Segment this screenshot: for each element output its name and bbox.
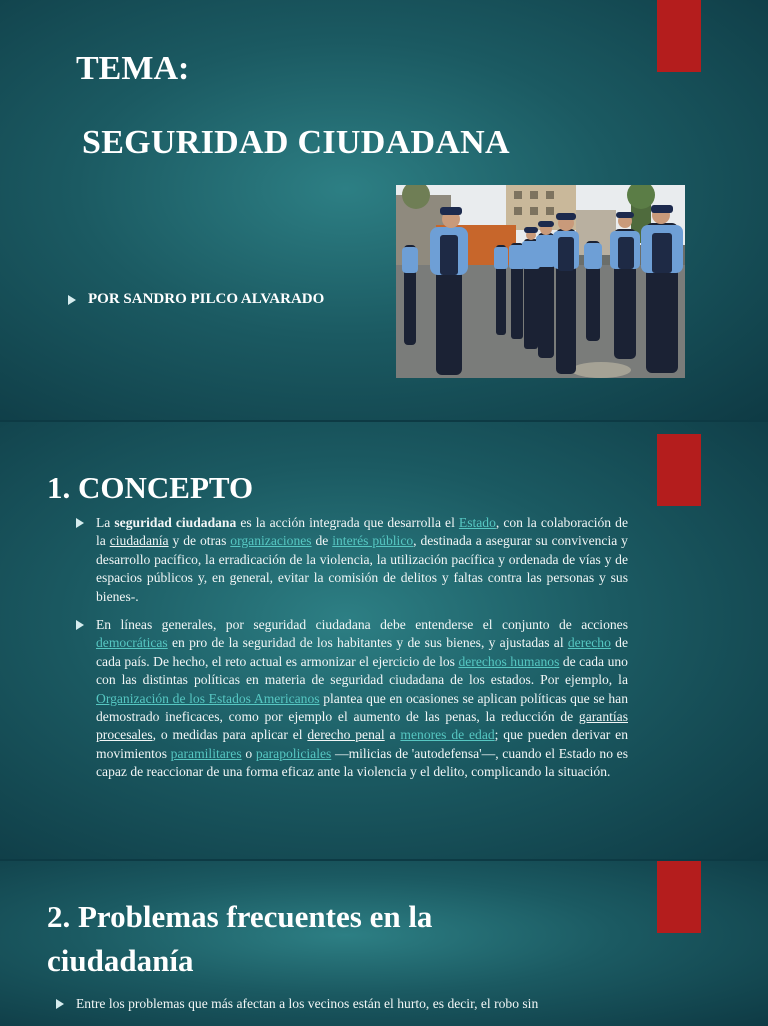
slide-problemas [0,861,768,1026]
link-interes-publico[interactable]: interés público [332,533,414,549]
text-run: de cada uno con las distintas políticas en materia de seguridad ciudadana de los estados. Por ejemplo, la [96,653,628,688]
list-item [76,616,628,782]
text-run: a [384,727,401,743]
bullet-arrow-icon [76,518,84,528]
link-derecho-penal[interactable]: derecho penal [307,727,385,743]
link-organizaciones[interactable]: organizaciones [230,533,312,549]
link-democraticas[interactable]: democráticas [96,635,168,651]
text-run: Entre los problemas que más afectan a los vecinos están el hurto, es decir, el robo sin [76,996,539,1011]
section-heading-concepto: 1. CONCEPTO [47,470,254,505]
link-garantias-procesales[interactable]: garantías procesales [96,709,628,743]
text-run: En líneas generales, por seguridad ciudadana debe entenderse el conjunto de acciones [96,617,628,633]
text-run: de [311,533,333,549]
text-run: es la acción integrada que desarrolla el [236,515,459,530]
bold-term: seguridad ciudadana [114,515,237,530]
link-oea[interactable]: Organización de los Estados Americanos [96,690,320,706]
tema-label: TEMA: [76,50,190,87]
text-run: , destinada a asegurar su convivencia y desarrollo pacífico, la erradicación de la violencia, la utilización pacífica y ordenada de vías y de espacios públicos y, en general, evitar la comisión de delitos y faltas contra las personas y sus bienes-. [96,533,628,604]
list-item [56,995,668,1013]
red-accent-bar [657,434,701,506]
text-run: , o medidas para aplicar el [152,727,308,743]
link-ciudadania[interactable]: ciudadanía [109,533,169,549]
link-derechos-humanos[interactable]: derechos humanos [458,653,560,669]
problemas-bullet-list [56,995,668,1023]
text-run: en pro de la seguridad de los habitantes y de sus bienes, y ajustadas al [167,635,568,651]
text-run: de cada país. De hecho, el reto actual es armonizar el ejercicio de los [96,635,629,669]
link-parapoliciales[interactable]: parapoliciales [255,745,332,761]
section-heading-problemas [47,895,432,983]
bullet-arrow-icon [56,999,64,1009]
text-run: —milicias de 'autodefensa'—, cuando el Estado no es capaz de reaccionar de una forma eficaz ante la violencia y el delito, complicando la situación. [96,745,629,780]
text-run: La [96,515,115,530]
link-paramilitares[interactable]: paramilitares [170,745,242,761]
link-estado[interactable]: Estado [458,515,496,530]
text-run: , con la colaboración de la [96,515,628,549]
heading-line: ciudadanía [47,943,194,978]
bullet-arrow-icon [68,295,76,305]
text-run: o [241,745,256,761]
red-accent-bar [657,861,701,933]
red-accent-bar [657,0,701,72]
link-derecho[interactable]: derecho [567,635,611,651]
text-run: ; que pueden derivar en movimientos [96,727,629,761]
slide-concepto [0,422,768,859]
heading-line: 2. Problemas frecuentes en la [47,899,433,934]
text-run: y de otras [168,533,231,549]
list-item [76,514,628,606]
author-name: POR SANDRO PILCO ALVARADO [88,291,325,307]
text-run: plantea que en ocasiones se aplican políticas que se han demostrado ineficaces, como por ejemplo el aumento de las penas, la reducción de [96,690,628,725]
concepto-bullet-list [76,514,628,792]
slide-title [0,0,768,420]
page-title: SEGURIDAD CIUDADANA [82,124,510,161]
bullet-arrow-icon [76,620,84,630]
police-photo-illustration [396,185,685,378]
author-line [68,291,324,308]
police-officers-photo [396,185,685,378]
link-menores-de-edad[interactable]: menores de edad [400,727,495,743]
